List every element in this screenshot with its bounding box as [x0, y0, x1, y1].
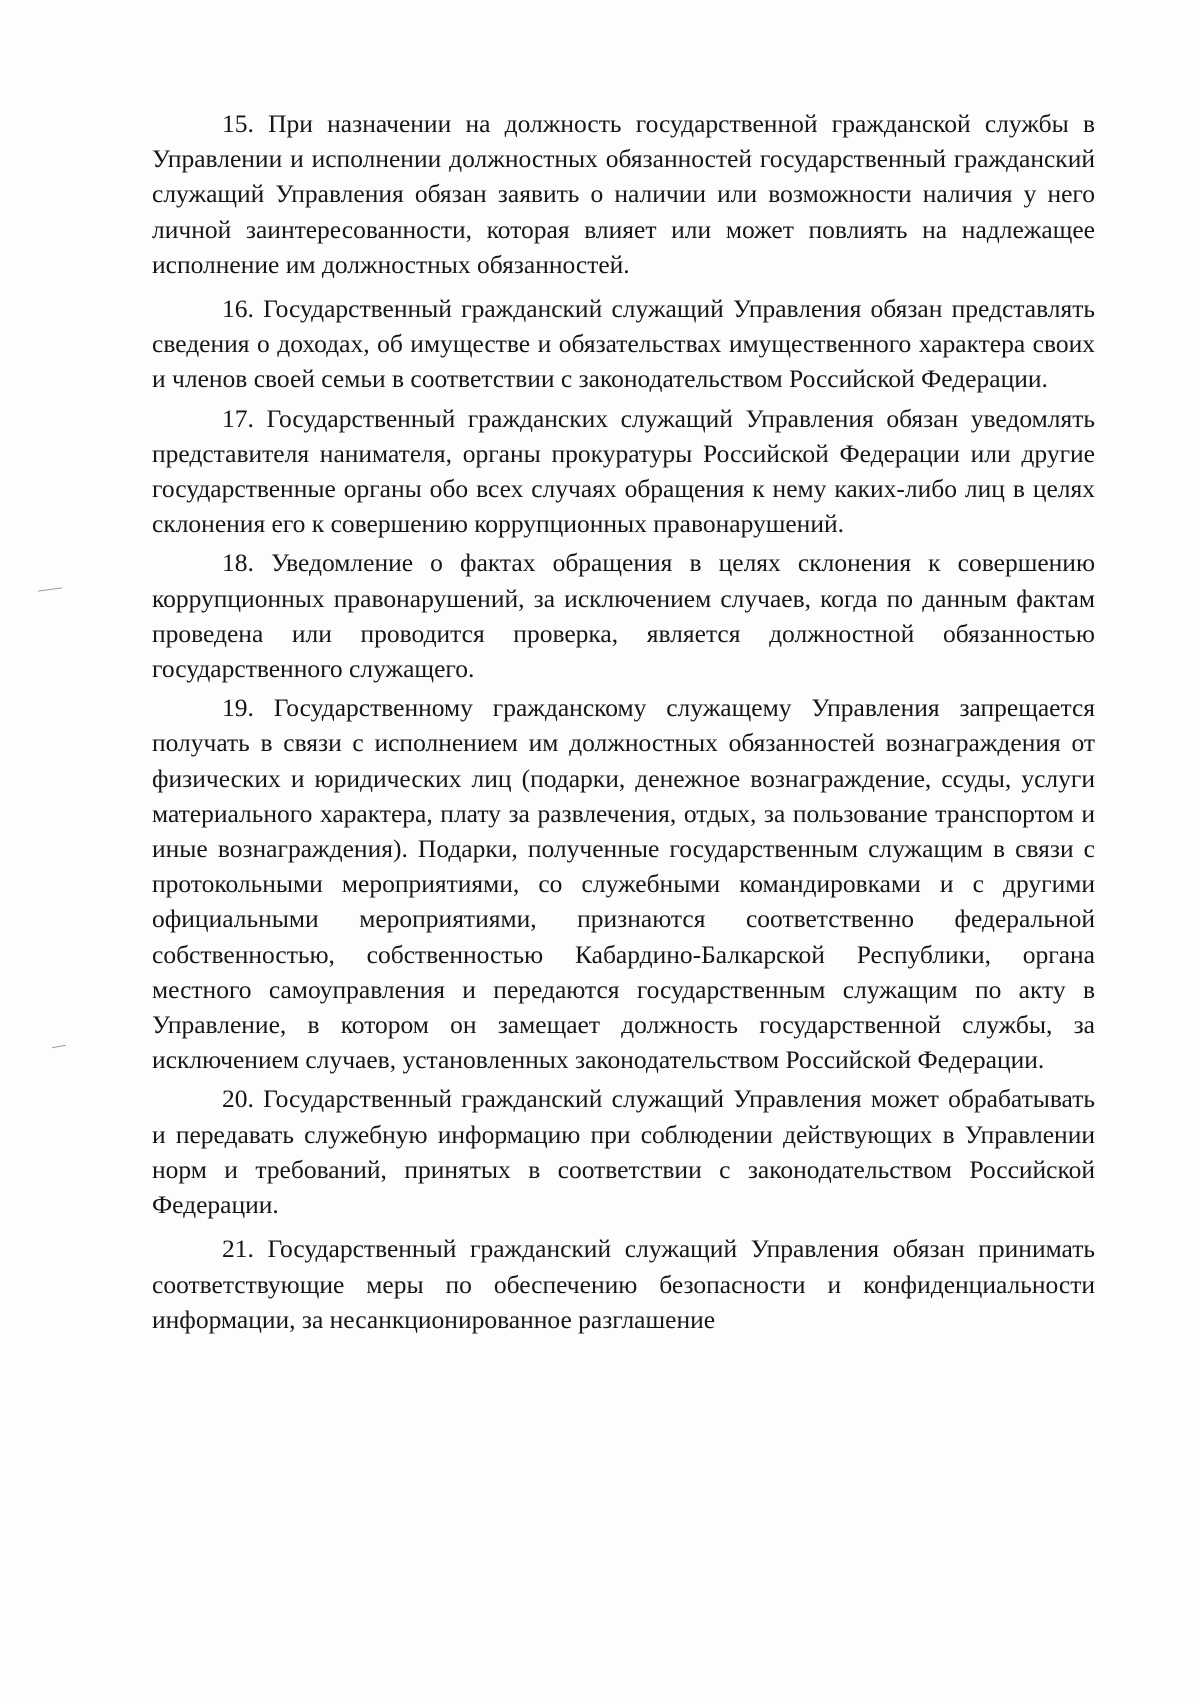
scan-artifact-left-1 — [38, 587, 62, 591]
paragraph-17: 17. Государственный гражданских служащий Управления обязан уведомлять представителя нанимателя, органы прокуратуры Российской Федерации или другие государственные органы обо всех случаях обращения к нему каких-либо лиц в целях склонения его к совершению коррупционных правонарушений. — [152, 403, 1095, 539]
scan-artifact-left-2 — [52, 1045, 66, 1048]
paragraph-20: 20. Государственный гражданский служащий Управления может обрабатывать и передавать служебную информацию при соблюдении действующих в Управлении норм и требований, принятых в соответствии с законодательством Российской Федерации. — [152, 1084, 1095, 1220]
paragraph-16: 16. Государственный гражданский служащий Управления обязан представлять сведения о доходах, об имуществе и обязательствах имущественного характера своих и членов своей семьи в соответствии с законодательством Российской Федерации. — [152, 294, 1095, 394]
paragraph-15: 15. При назначении на должность государственной гражданской службы в Управлении и исполнении должностных обязанностей государственный гражданский служащий Управления обязан заявить о наличии или возможности наличия у него личной заинтересованности, которая влияет или может повлиять на надлежащее исполнение им должностных обязанностей. — [152, 109, 1095, 279]
paragraph-18: 18. Уведомление о фактах обращения в целях склонения к совершению коррупционных правонарушений, за исключением случаев, когда по данным фактам проведена или проводится проверка, является должностной обязанностью государственного служащего. — [152, 548, 1095, 684]
document-body — [152, 106, 1095, 1337]
paragraph-19: 19. Государственному гражданскому служащему Управления запрещается получать в связи с исполнением им должностных обязанностей вознаграждения от физических и юридических лиц (подарки, денежное вознаграждение, ссуды, услуги материального характера, плату за развлечения, отдых, за пользование транспортом и иные вознаграждения). Подарки, полученные государственным служащим в связи с протокольными мероприятиями, со служебными командировками и с другими официальными мероприятиями, признаются соответственно федеральной собственностью, собственностью Кабардино-Балкарской Республики, органа местного самоуправления и передаются государственным служащим по акту в Управление, в котором он замещает должность государственной службы, за исключением случаев, установленных законодательством Российской Федерации. — [152, 693, 1095, 1075]
paragraph-21: 21. Государственный гражданский служащий Управления обязан принимать соответствующие меры по обеспечению безопасности и конфиденциальности информации, за несанкционированное разглашение — [152, 1234, 1095, 1334]
